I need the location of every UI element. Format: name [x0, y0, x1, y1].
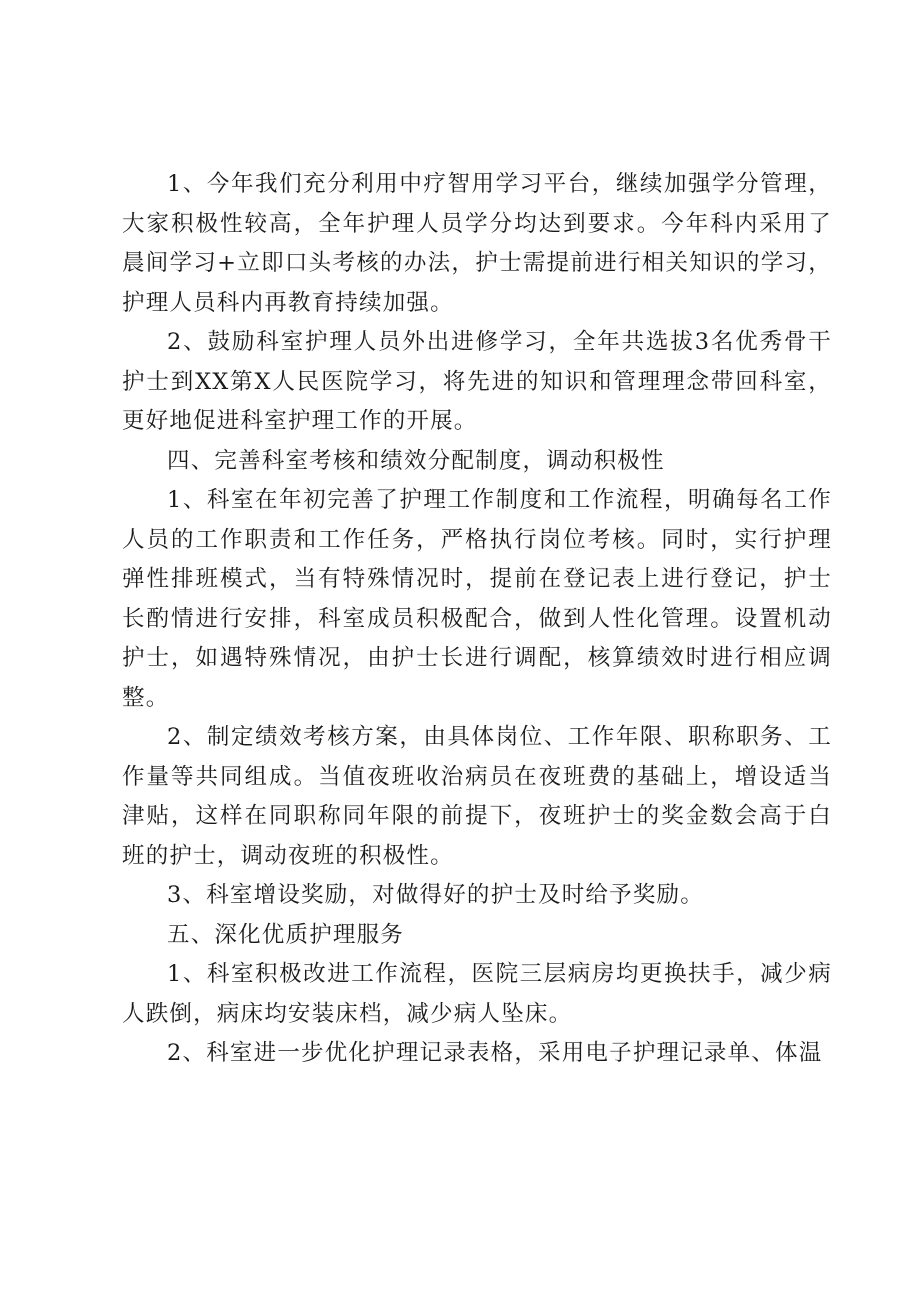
paragraph-performance-plan: 2、制定绩效考核方案，由具体岗位、工作年限、职称职务、工作量等共同组成。当值夜班收治病员在夜班费的基础上，增设适当津贴，这样在同职称同年限的前提下，夜班护士的奖金数会高于白班的护士，调动夜班的积极性。	[122, 724, 832, 869]
document-body	[122, 165, 832, 1074]
section-heading-4: 四、完善科室考核和绩效分配制度，调动积极性	[167, 447, 665, 474]
section-heading-5: 五、深化优质护理服务	[167, 921, 405, 948]
paragraph-workflow-improvement: 1、科室积极改进工作流程，医院三层病房均更换扶手，减少病人跌倒，病床均安装床档，减少病人坠床。	[122, 961, 832, 1027]
paragraph-study-platform: 1、今年我们充分利用中疗智用学习平台，继续加强学分管理，大家积极性较高，全年护理人员学分均达到要求。今年科内采用了晨间学习+立即口头考核的办法，护士需提前进行相关知识的学习，护理人员科内再教育持续加强。	[122, 171, 832, 316]
paragraph-work-system: 1、科室在年初完善了护理工作制度和工作流程，明确每名工作人员的工作职责和工作任务，严格执行岗位考核。同时，实行护理弹性排班模式，当有特殊情况时，提前在登记表上进行登记，护士长酌情进行安排，科室成员积极配合，做到人性化管理。设置机动护士，如遇特殊情况，由护士长进行调配，核算绩效时进行相应调整。	[122, 487, 832, 711]
paragraph-rewards: 3、科室增设奖励，对做得好的护士及时给予奖励。	[167, 882, 704, 908]
paragraph-further-study: 2、鼓励科室护理人员外出进修学习，全年共选拔3名优秀骨干护士到XX第X人民医院学习，将先进的知识和管理理念带回科室，更好地促进科室护理工作的开展。	[122, 329, 832, 434]
paragraph-nursing-records: 2、科室进一步优化护理记录表格，采用电子护理记录单、体温	[167, 1040, 823, 1066]
